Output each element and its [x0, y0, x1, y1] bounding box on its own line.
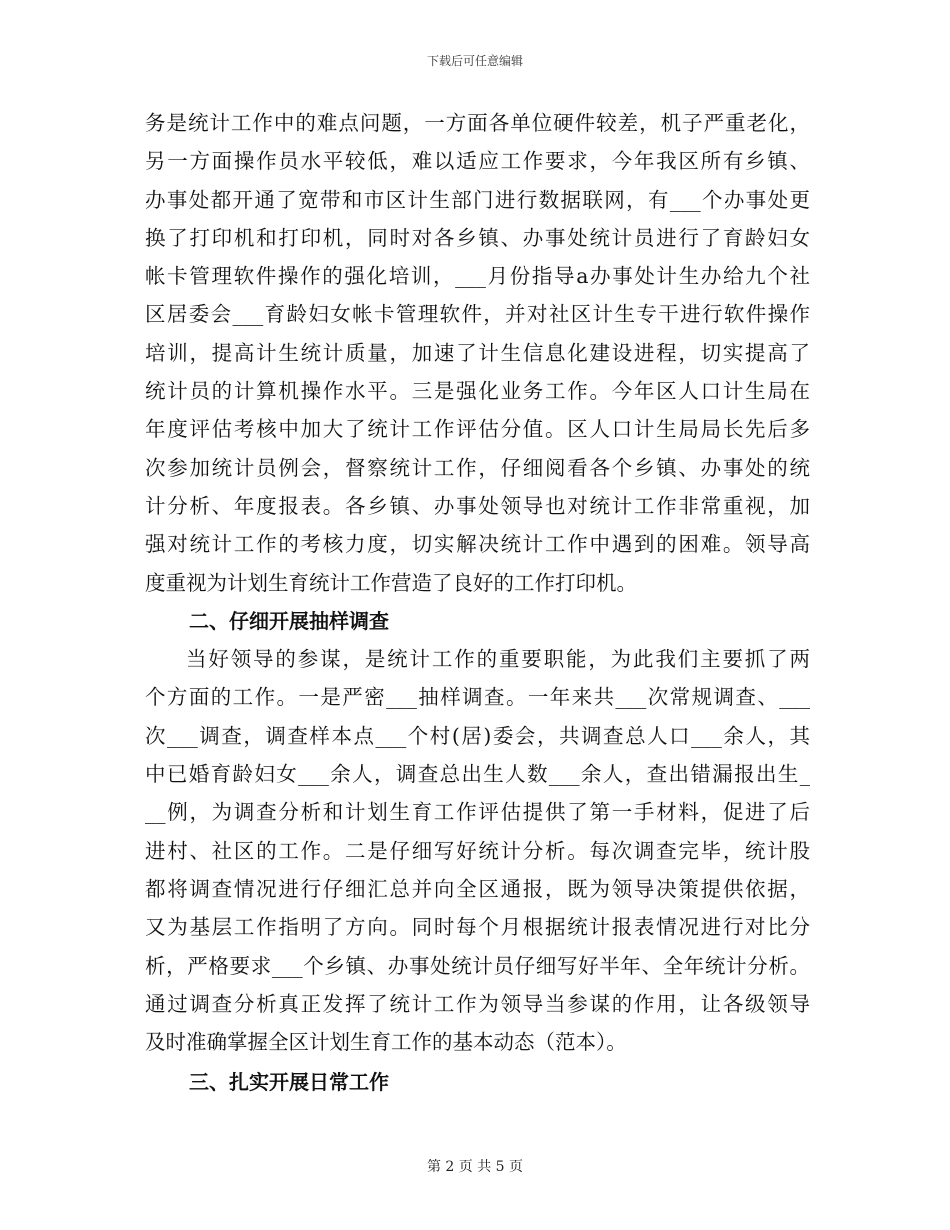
paragraph-line: 办事处都开通了宽带和市区计生部门进行数据联网，有___个办事处更 — [145, 187, 810, 212]
paragraph-line: __例，为调查分析和计划生育工作评估提供了第一手材料，促进了后 — [145, 800, 810, 825]
paragraph-line: 统计员的计算机操作水平。三是强化业务工作。今年区人口计生局在 — [145, 379, 810, 404]
paragraph-line: 计分析、年度报表。各乡镇、办事处领导也对统计工作非常重视，加 — [145, 493, 810, 518]
document-body — [145, 104, 810, 1102]
paragraph-line: 培训，提高计生统计质量，加速了计生信息化建设进程，切实提高了 — [145, 340, 810, 365]
paragraph-line: 通过调查分析真正发挥了统计工作为领导当参谋的作用，让各级领导 — [145, 991, 810, 1016]
paragraph-line: 当好领导的参谋，是统计工作的重要职能，为此我们主要抓了两 — [186, 647, 810, 672]
page-header-note: 下载后可任意编辑 — [426, 54, 523, 68]
paragraph-line: 年度评估考核中加大了统计工作评估分值。区人口计生局局长先后多 — [145, 417, 810, 442]
paragraph-line: 又为基层工作指明了方向。同时每个月根据统计报表情况进行对比分 — [145, 915, 810, 940]
page-number-footer: 第 2 页 共 5 页 — [426, 1159, 524, 1175]
paragraph-line: 次参加统计员例会，督察统计工作，仔细阅看各个乡镇、办事处的统 — [145, 455, 810, 480]
paragraph-line: 析，严格要求___个乡镇、办事处统计员仔细写好半年、全年统计分析。 — [145, 953, 810, 978]
paragraph-line: 区居委会___育龄妇女帐卡管理软件，并对社区计生专干进行软件操作 — [145, 302, 810, 327]
paragraph-line: 务是统计工作中的难点问题，一方面各单位硬件较差，机子严重老化， — [145, 111, 810, 135]
paragraph-line: 个方面的工作。一是严密___抽样调查。一年来共___次常规调查、___ — [145, 685, 810, 710]
paragraph-line: 另一方面操作员水平较低，难以适应工作要求，今年我区所有乡镇、 — [145, 149, 810, 174]
paragraph-line: 都将调查情况进行仔细汇总并向全区通报，既为领导决策提供依据， — [145, 876, 810, 901]
paragraph-line: 强对统计工作的考核力度，切实解决统计工作中遇到的困难。领导高 — [145, 532, 810, 557]
section-heading-3: 三、扎实开展日常工作 — [189, 1070, 389, 1095]
paragraph-line: 次___调查，调查样本点___个村(居)委会，共调查总人口___余人，其 — [145, 723, 810, 748]
paragraph-line: 及时准确掌握全区计划生育工作的基本动态（范本）。 — [145, 1030, 627, 1055]
paragraph-line: 度重视为计划生育统计工作营造了良好的工作打印机。 — [145, 570, 637, 595]
paragraph-line: 换了打印机和打印机，同时对各乡镇、办事处统计员进行了育龄妇女 — [145, 225, 810, 250]
paragraph-line: 进村、社区的工作。二是仔细写好统计分析。每次调查完毕，统计股 — [145, 838, 810, 863]
section-heading-2: 二、仔细开展抽样调查 — [189, 608, 389, 633]
paragraph-line: 帐卡管理软件操作的强化培训，___月份指导a办事处计生办给九个社 — [145, 264, 810, 289]
paragraph-line: 中已婚育龄妇女___余人，调查总出生人数___余人，查出错漏报出生_ — [145, 762, 810, 787]
